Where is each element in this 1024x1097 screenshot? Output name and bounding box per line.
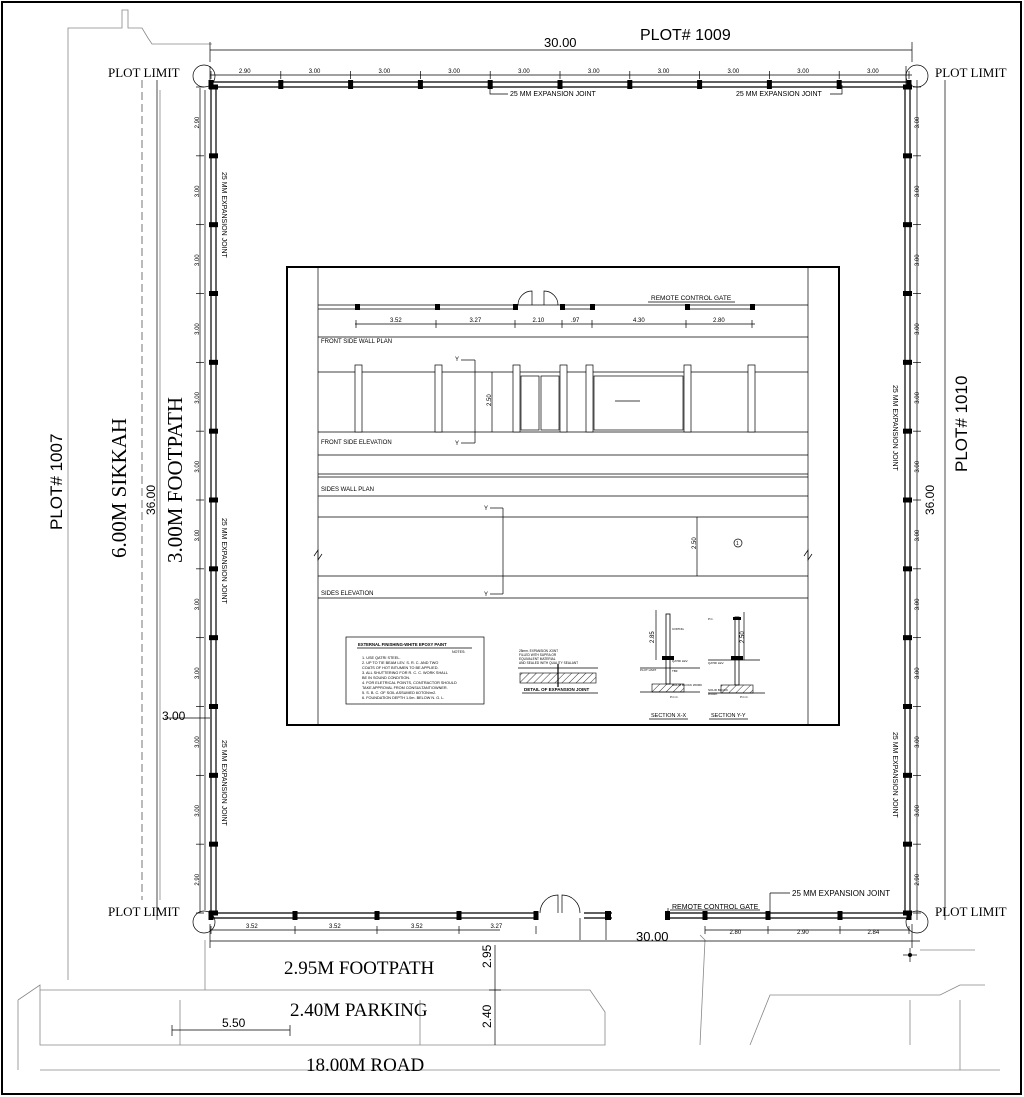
bottom-dim-text: 3.52 xyxy=(411,924,423,930)
note-line: 1. USE QATRI STEEL. xyxy=(362,656,401,660)
svg-text:P.C.: P.C. xyxy=(708,617,714,621)
bottom-dim-text: 2.80 xyxy=(729,930,742,936)
top-segment-ticks xyxy=(211,69,909,79)
svg-text:EQUIVALENT MATERIAL: EQUIVALENT MATERIAL xyxy=(519,657,556,661)
wall-column xyxy=(348,80,353,89)
parking-depth-dim: 2.40 xyxy=(480,1004,494,1028)
plot-limit-tl: PLOT LIMIT xyxy=(108,65,180,80)
front-elev-title: FRONT SIDE ELEVATION xyxy=(321,440,392,446)
top-dim-text: 3.00 xyxy=(308,69,321,75)
top-dim-text: 3.00 xyxy=(587,69,600,75)
expansion-joint-bottom: 25 MM EXPANSION JOINT xyxy=(792,889,891,898)
footpath-width-dim: 3.00 xyxy=(162,709,186,723)
wall-column xyxy=(838,911,843,920)
expansion-joint-right-1: 25 MM EXPANSION JOINT xyxy=(891,385,898,471)
left-dim-text: 3.00 xyxy=(195,185,201,198)
expansion-joint-left-1: 25 MM EXPANSION JOINT xyxy=(220,172,227,258)
expansion-joint-left-3: 25 MM EXPANSION JOINT xyxy=(220,740,227,826)
section-yy xyxy=(708,612,765,699)
note-line: TAKE APPROVAL FROM CONSULTANT/OWNER. xyxy=(362,686,448,690)
wall-column xyxy=(907,911,912,920)
wall-column xyxy=(697,80,702,89)
wall-column xyxy=(209,153,218,158)
left-dim-text: 3.00 xyxy=(195,460,201,473)
expansion-joint-left-2: 25 MM EXPANSION JOINT xyxy=(220,518,227,604)
bottom-total-dim: 30.00 xyxy=(636,929,669,944)
right-dim-text: 3.00 xyxy=(915,529,921,542)
section-xx-height: 2.85 xyxy=(650,631,656,643)
wall-column xyxy=(418,80,423,89)
left-dim-text: 3.00 xyxy=(195,736,201,748)
left-dim-text: 3.00 xyxy=(195,805,201,817)
wall-column xyxy=(627,80,632,89)
front-plan-title: FRONT SIDE WALL PLAN xyxy=(321,339,393,345)
wall-column xyxy=(209,842,218,847)
wall-column xyxy=(293,911,298,920)
left-total-dim: 36.00 xyxy=(144,484,158,515)
wall-column xyxy=(703,911,708,920)
front-elevation xyxy=(318,360,808,477)
remote-gate-detail: REMOTE CONTROL GATE xyxy=(651,295,732,302)
left-dim-text: 2.90 xyxy=(195,873,201,886)
top-dim-text: 3.00 xyxy=(657,69,670,75)
wall-column xyxy=(209,360,218,365)
wall-column xyxy=(209,773,218,778)
boundary-wall xyxy=(211,82,910,918)
note-line: COATS OF HOT BITUMEN TO BE APPLIED. xyxy=(362,666,439,670)
wall-column xyxy=(209,635,218,640)
top-dim-text: 3.00 xyxy=(378,69,391,75)
note-line: 5. S. B. C. OF SOIL ASSUMED 6OTON/m2. xyxy=(362,691,437,695)
note-line: 4. FOR ELETRICAL POINTS, CONTRACTOR SHOULD xyxy=(362,681,457,685)
top-dim-text: 3.00 xyxy=(727,69,740,75)
wall-column xyxy=(903,429,912,434)
front-wall-plan xyxy=(318,291,808,337)
wall-column xyxy=(903,222,912,227)
front-plan-dims xyxy=(356,318,752,328)
section-xx xyxy=(640,610,702,699)
right-dim-text: 3.00 xyxy=(915,254,921,267)
front-plan-dim-text: .97 xyxy=(571,318,580,324)
road-label: 18.00M ROAD xyxy=(306,1055,425,1076)
left-dim-text: 2.90 xyxy=(195,116,201,129)
left-dim-text: 3.00 xyxy=(195,254,201,267)
wall-column xyxy=(209,498,218,503)
svg-text:25mm. EXPANSION JOINT: 25mm. EXPANSION JOINT xyxy=(519,649,559,653)
left-segment-ticks xyxy=(195,87,204,913)
right-dim-text: 3.00 xyxy=(915,323,921,335)
plot-right-label: PLOT# 1010 xyxy=(952,375,971,472)
sides-marker-y1: Y xyxy=(484,506,489,512)
corner-markers xyxy=(193,65,928,933)
left-dim-text: 3.00 xyxy=(195,667,201,680)
svg-text:FILLED WITH SUPRA OR: FILLED WITH SUPRA OR xyxy=(519,653,557,657)
wall-column xyxy=(903,842,912,847)
wall-column xyxy=(558,80,563,89)
front-plan-dim-text: 3.27 xyxy=(469,318,482,324)
right-dim-text: 3.00 xyxy=(915,185,921,198)
plot-left-label: PLOT# 1007 xyxy=(47,433,66,530)
wall-column xyxy=(209,566,218,571)
north-marker xyxy=(903,948,917,962)
bottom-dimension xyxy=(210,893,920,948)
parking-label: 2.40M PARKING xyxy=(290,1000,428,1021)
wall-column xyxy=(903,498,912,503)
top-dim-text: 3.00 xyxy=(448,69,460,75)
notes-head: NOTES: xyxy=(452,650,466,654)
right-total-dim: 36.00 xyxy=(923,484,937,515)
svg-text:P.C.C.: P.C.C. xyxy=(670,695,679,699)
wall-column xyxy=(903,153,912,158)
notes-list xyxy=(362,656,457,700)
expansion-joint-right-2: 25 MM EXPANSION JOINT xyxy=(891,732,898,818)
svg-text:QATRI LEV.: QATRI LEV. xyxy=(708,661,725,665)
wall-column xyxy=(278,80,283,89)
bottom-dim-text: 2.90 xyxy=(797,930,809,936)
wall-column xyxy=(534,911,539,920)
plot-limit-bl: PLOT LIMIT xyxy=(108,904,180,919)
bottom-dim-text: 3.52 xyxy=(329,924,341,930)
bottom-dim-text: 3.27 xyxy=(490,924,503,930)
wall-column xyxy=(767,80,772,89)
plot-limit-br: PLOT LIMIT xyxy=(935,904,1007,919)
bottom-dim-text: 3.52 xyxy=(246,924,258,930)
front-plan-dim-text: 2.80 xyxy=(713,318,725,324)
svg-text:TBF: TBF xyxy=(672,669,678,673)
left-dim-text: 3.00 xyxy=(195,529,201,542)
right-dim-text: 3.00 xyxy=(915,598,921,611)
wall-column xyxy=(903,635,912,640)
wall-column xyxy=(903,704,912,709)
svg-text:QATRI LEV.: QATRI LEV. xyxy=(672,659,689,663)
front-plan-dim-text: 2.10 xyxy=(532,318,545,324)
section-xx-title: SECTION X-X xyxy=(651,713,687,719)
wall-column xyxy=(903,360,912,365)
svg-text:WORK: WORK xyxy=(708,692,718,696)
svg-text:SOLID BLOCK WORK: SOLID BLOCK WORK xyxy=(672,683,703,687)
right-dim-text: 3.00 xyxy=(915,116,921,129)
left-dim-text: 3.00 xyxy=(195,323,201,335)
wall-columns xyxy=(209,80,913,920)
sides-elev-height: 2.50 xyxy=(692,537,698,549)
wall-column xyxy=(837,80,842,89)
wall-column xyxy=(903,566,912,571)
detail-box xyxy=(287,267,839,725)
sikkah-label: 6.00M SIKKAH xyxy=(107,417,131,558)
svg-text:COPING: COPING xyxy=(672,627,684,631)
sides-marker-y2: Y xyxy=(484,592,489,598)
right-dim-text: 3.00 xyxy=(915,736,921,748)
top-dim-text: 3.00 xyxy=(518,69,530,75)
front-elev-marker-1: Y xyxy=(455,357,460,363)
note-line: 3. ALL SHUTTERING FOR R. C. C. WORK SHALL xyxy=(362,671,448,675)
top-dim-text: 2.90 xyxy=(238,69,251,75)
wall-column xyxy=(209,222,218,227)
wall-column xyxy=(209,704,218,709)
plot-limit-tr: PLOT LIMIT xyxy=(935,65,1007,80)
front-footpath-dim: 2.95 xyxy=(480,944,494,968)
front-plan-dim-text: 3.52 xyxy=(390,318,402,324)
wall-column xyxy=(903,773,912,778)
section-yy-title: SECTION Y-Y xyxy=(711,713,746,719)
road-area xyxy=(18,935,1000,1070)
sikkah-lines xyxy=(68,10,212,980)
expansion-joint-top-2: 25 MM EXPANSION JOINT xyxy=(736,91,822,98)
sides-plan-title: SIDES WALL PLAN xyxy=(321,487,374,493)
svg-text:SOLID BLOCK: SOLID BLOCK xyxy=(708,688,729,692)
front-plan-dim-text: 4.30 xyxy=(633,318,645,324)
wall-column xyxy=(457,911,462,920)
footpath-front-label: 2.95M FOOTPATH xyxy=(284,958,435,979)
sides-elevation xyxy=(314,496,812,598)
top-dim-text: 3.00 xyxy=(797,69,809,75)
parking-bay-dim: 5.50 xyxy=(222,1016,246,1030)
front-elev-height: 2.50 xyxy=(487,394,493,406)
left-dim-text: 3.00 xyxy=(195,598,201,611)
remote-gate-bottom: REMOTE CONTROL GATE xyxy=(672,904,759,911)
right-dim-text: 2.90 xyxy=(915,873,921,886)
note-line: BE IN SOUND CONDITION. xyxy=(362,676,411,680)
note-line: 6. FOUNDATION DEPTH 1.0m. BELOW N. G. L. xyxy=(362,696,445,700)
right-dim-text: 3.00 xyxy=(915,667,921,680)
svg-text:PLOT LIMIT: PLOT LIMIT xyxy=(640,668,657,672)
wall-column xyxy=(375,911,380,920)
expansion-joint-top-1: 25 MM EXPANSION JOINT xyxy=(510,91,596,98)
section-yy-height: 2.50 xyxy=(740,631,746,643)
plot-top-label: PLOT# 1009 xyxy=(640,27,731,44)
wall-column xyxy=(903,291,912,296)
expansion-joint-detail xyxy=(518,649,598,687)
wall-column xyxy=(209,291,218,296)
right-dim-text: 3.00 xyxy=(915,460,921,473)
wall-column xyxy=(665,911,670,920)
svg-text:AND SEALED WITH QUALITY SEALAN: AND SEALED WITH QUALITY SEALANT xyxy=(519,661,579,665)
right-dim-text: 3.00 xyxy=(915,392,921,404)
note-line: 2. UP TO TIE BEAM LEV. S. R. C. AND TWO xyxy=(362,661,439,665)
sides-elev-title: SIDES ELEVATION xyxy=(321,591,374,597)
top-dim-text: 3.00 xyxy=(867,69,879,75)
footpath-side-label: 3.00M FOOTPATH xyxy=(163,396,187,563)
wall-column xyxy=(209,429,218,434)
right-dim-text: 3.00 xyxy=(915,805,921,817)
sides-marker: 1 xyxy=(736,541,739,547)
left-dim-text: 3.00 xyxy=(195,392,201,404)
bottom-dim-text: 2.84 xyxy=(867,930,880,936)
front-elev-marker-2: Y xyxy=(455,441,460,447)
expansion-detail-title: DETAIL OF EXPANSION JOINT xyxy=(524,687,590,692)
top-total-dim: 30.00 xyxy=(544,35,577,50)
svg-text:P.C.C.: P.C.C. xyxy=(740,695,749,699)
notes-title: EXTERNAL FINISHING-WHITE EPOXY PAINT xyxy=(358,642,447,647)
